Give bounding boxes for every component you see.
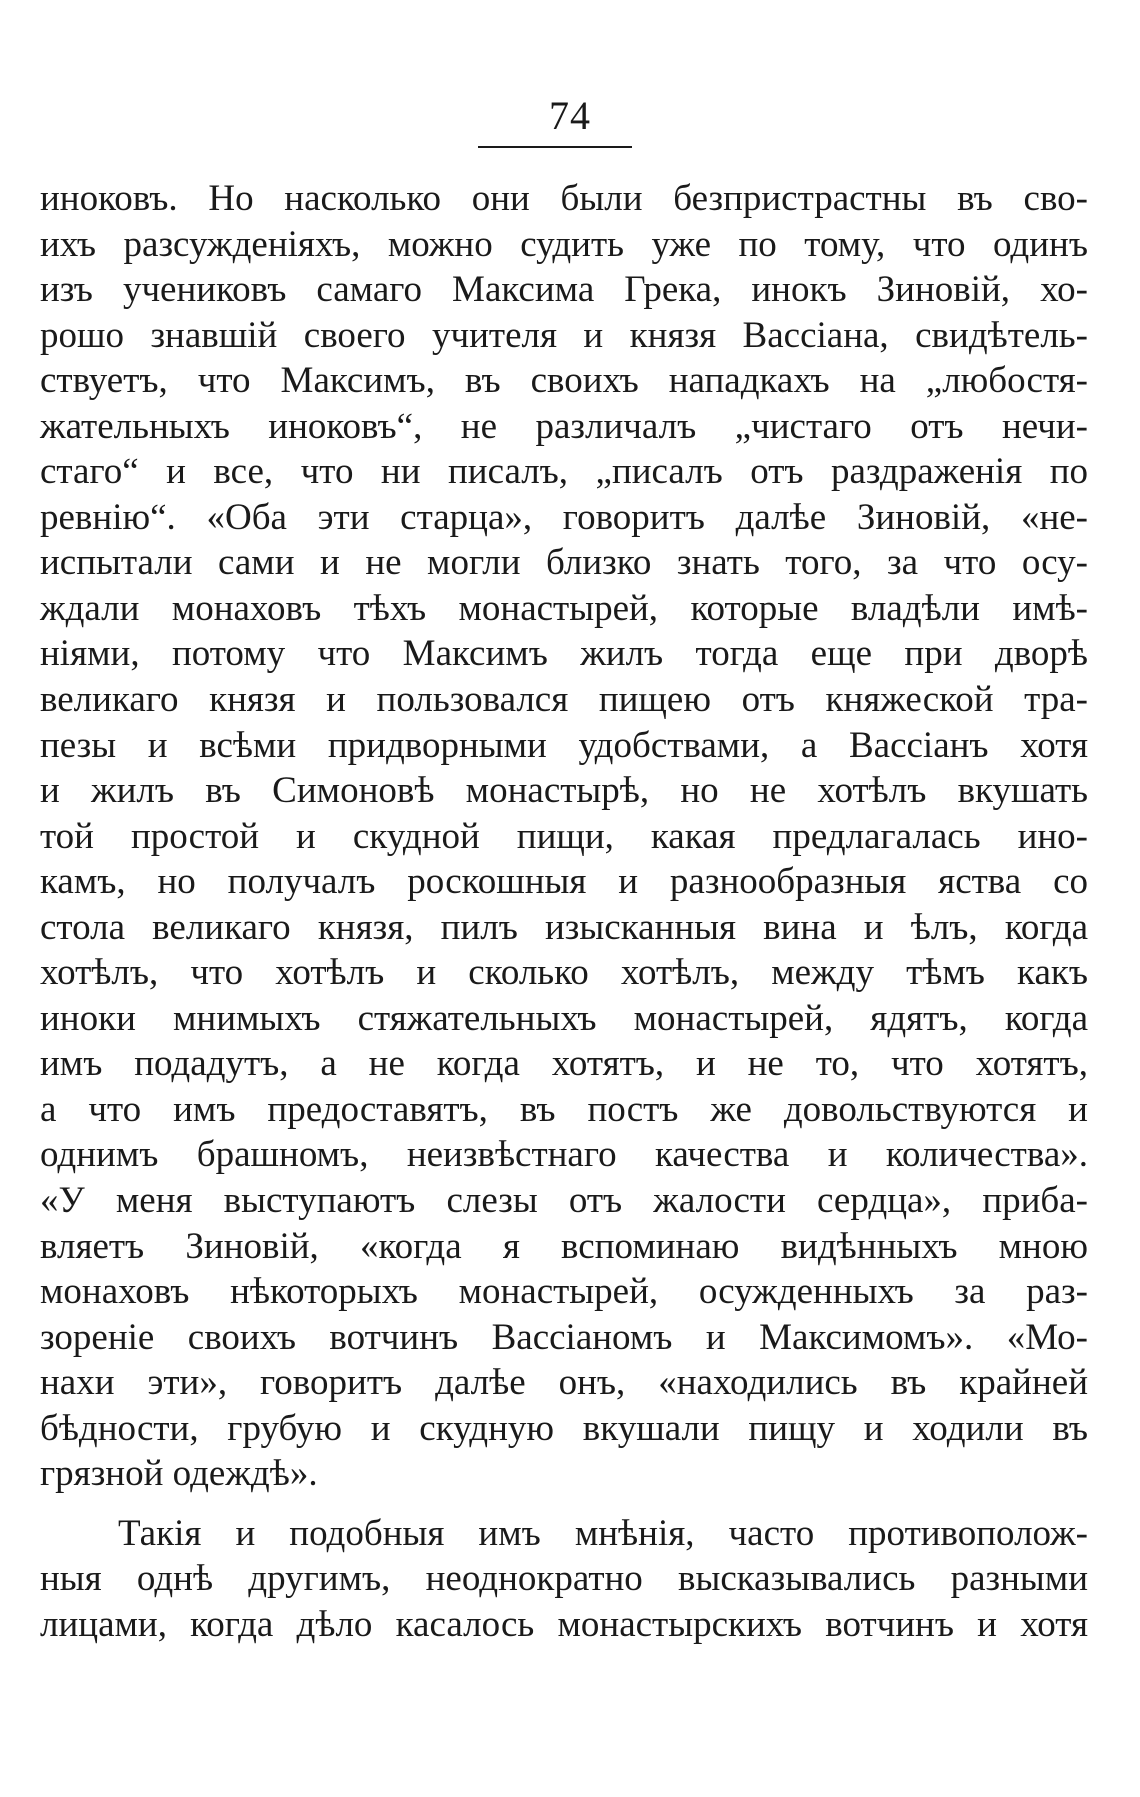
text-line: грязной одеждѣ».: [40, 1453, 318, 1495]
header-rule: [478, 146, 632, 148]
text-line: хотѣлъ, что хотѣлъ и сколько хотѣлъ, между тѣмъ какъ: [40, 952, 1088, 994]
text-line: стола великаго князя, пилъ изысканныя вина и ѣлъ, когда: [40, 906, 1088, 948]
paragraph-1: [40, 176, 1088, 1497]
paragraph-spacer: [40, 1497, 1088, 1511]
text-line: имъ подадутъ, а не когда хотятъ, и не то, что хотятъ,: [40, 1043, 1088, 1085]
text-line: зоренiе своихъ вотчинъ Вассiаномъ и Максимомъ». «Мо-: [40, 1316, 1088, 1358]
text-line: нiями, потому что Максимъ жилъ тогда еще при дворѣ: [40, 633, 1088, 675]
page-number: 74: [549, 93, 591, 138]
text-line: ныя однѣ другимъ, неоднократно высказывались разными: [40, 1558, 1088, 1600]
text-line: стаго“ и все, что ни писалъ, „писалъ отъ раздраженiя по: [40, 451, 1088, 493]
text-line: рошо знавшiй своего учителя и князя Вассiана, свидѣтель-: [40, 314, 1088, 356]
text-line: той простой и скудной пищи, какая предлагалась ино-: [40, 815, 1088, 857]
text-line: пезы и всѣми придворными удобствами, а Вассiанъ хотя: [40, 724, 1088, 766]
text-line: нахи эти», говоритъ далѣе онъ, «находились въ крайней: [40, 1362, 1088, 1404]
text-line: вляетъ Зиновiй, «когда я вспоминаю видѣнныхъ мною: [40, 1225, 1088, 1267]
text-line: изъ учениковъ самаго Максима Грека, инокъ Зиновiй, хо-: [40, 269, 1088, 311]
text-line: лицами, когда дѣло касалось монастырскихъ вотчинъ и хотя: [40, 1603, 1088, 1645]
paragraph-2: [40, 1511, 1088, 1648]
text-line: однимъ брашномъ, неизвѣстнаго качества и количества».: [40, 1134, 1088, 1176]
text-line: ихъ разсужденiяхъ, можно судить уже по тому, что одинъ: [40, 223, 1088, 265]
text-line: ревнiю“. «Оба эти старца», говоритъ далѣе Зиновiй, «не-: [40, 496, 1088, 538]
text-line: ждали монаховъ тѣхъ монастырей, которые владѣли имѣ-: [40, 587, 1088, 629]
text-line: бѣдности, грубую и скудную вкушали пищу и ходили въ: [40, 1407, 1088, 1449]
text-line: испытали сами и не могли близко знать того, за что осу-: [40, 542, 1088, 584]
text-line: камъ, но получалъ роскошныя и разнообразныя яства со: [40, 861, 1088, 903]
text-line: и жилъ въ Симоновѣ монастырѣ, но не хотѣлъ вкушать: [40, 770, 1088, 812]
text-line: ствуетъ, что Максимъ, въ своихъ нападкахъ на „любостя-: [40, 360, 1088, 402]
text-line: жательныхъ иноковъ“, не различалъ „чистаго отъ нечи-: [40, 405, 1088, 447]
text-line: великаго князя и пользовался пищею отъ княжеской тра-: [40, 679, 1088, 721]
text-line: Такiя и подобныя имъ мнѣнiя, часто противополож-: [118, 1512, 1088, 1554]
text-line: иноки мнимыхъ стяжательныхъ монастырей, ядятъ, когда: [40, 997, 1088, 1039]
text-line: «У меня выступаютъ слезы отъ жалости сердца», приба-: [40, 1180, 1088, 1222]
body-text: [40, 176, 1088, 1648]
text-line: а что имъ предоставятъ, въ постъ же довольствуются и: [40, 1088, 1088, 1130]
text-line: иноковъ. Но насколько они были безпристрастны въ сво-: [40, 178, 1088, 219]
text-line: монаховъ нѣкоторыхъ монастырей, осужденныхъ за раз-: [40, 1271, 1088, 1313]
